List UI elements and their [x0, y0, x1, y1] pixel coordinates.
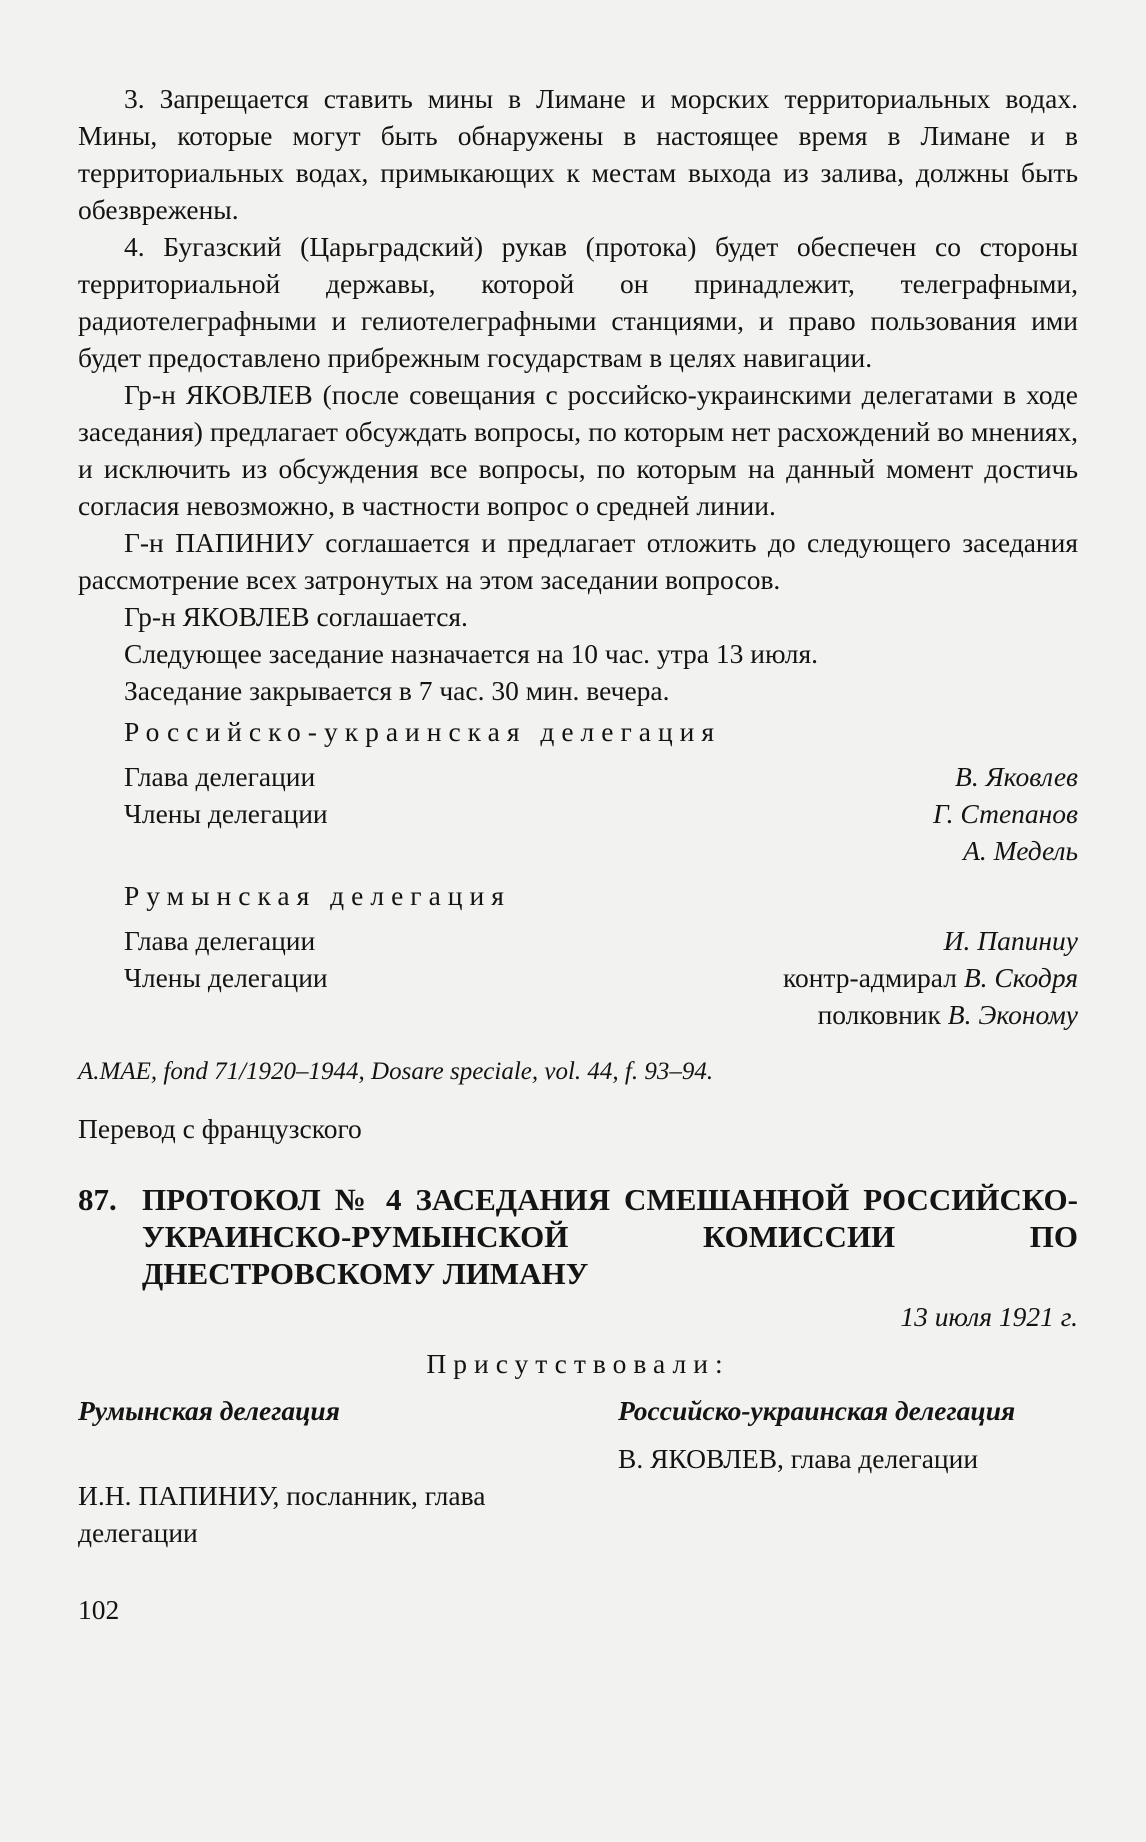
ru-ua-attendees-column	[618, 1392, 1078, 1551]
ro-member-1-name: В. Скодря	[963, 962, 1078, 993]
ru-ua-delegation-title: Российско-украинская делегация	[124, 716, 722, 747]
ru-ua-attendees-title: Российско-украинская делегация	[618, 1395, 1016, 1426]
ru-ua-members-row	[78, 795, 1078, 832]
ro-member-1	[783, 959, 1078, 996]
ru-ua-head-row	[78, 758, 1078, 795]
ro-head-label: Глава делегации	[124, 925, 316, 956]
ro-members-label: Члены делегации	[124, 962, 328, 993]
ru-ua-member-2-row	[78, 832, 1078, 869]
ro-attendees-title: Румынская делегация	[78, 1395, 340, 1426]
ru-ua-head-name: В. Яковлев	[955, 761, 1078, 792]
paragraph-meeting-closed: Заседание закрывается в 7 час. 30 мин. вечера.	[124, 675, 670, 706]
ro-delegation-title: Румынская делегация	[124, 880, 511, 911]
ro-attendee-papiniu: И.Н. ПАПИНИУ, посланник, глава делегации	[78, 1480, 486, 1548]
document-number: 87.	[78, 1182, 117, 1217]
ro-members-row	[78, 959, 1078, 996]
translation-note: Перевод с французского	[78, 1113, 362, 1144]
ro-member-2-row	[78, 996, 1078, 1033]
signatures-block	[78, 713, 1078, 1033]
page-number: 102	[78, 1594, 120, 1625]
paragraph-papiniu-agrees: Г-н ПАПИНИУ соглашается и предлагает отложить до следующего заседания рассмотрение всех затронутых на этом заседании вопросов.	[78, 527, 1078, 595]
ru-ua-members-label: Члены делегации	[124, 798, 328, 829]
attendees-columns	[78, 1392, 1078, 1551]
ro-member-1-rank: контр-адмирал	[783, 962, 964, 993]
ro-head-row	[78, 922, 1078, 959]
paragraph-point-3: 3. Запрещается ставить мины в Лимане и морских территориальных водах. Мины, которые могут быть обнаружены в настоящее время в Лимане и в территориальных водах, примыкающих к местам выхода из залива, должны быть обезврежены.	[78, 83, 1078, 225]
document-title: ПРОТОКОЛ № 4 ЗАСЕДАНИЯ СМЕШАННОЙ РОССИЙСКО-УКРАИНСКО-РУМЫНСКОЙ КОМИССИИ ПО ДНЕСТРОВСКОМУ ЛИМАНУ	[142, 1182, 1078, 1291]
ro-attendees-column	[78, 1392, 528, 1551]
ro-head-name: И. Папиниу	[943, 925, 1078, 956]
ro-member-2	[818, 996, 1078, 1033]
document-page	[78, 80, 1078, 1628]
ru-ua-attendee-yakovlev: В. ЯКОВЛЕВ, глава делегации	[618, 1443, 979, 1474]
paragraph-next-meeting: Следующее заседание назначается на 10 час. утра 13 июля.	[124, 638, 819, 669]
ro-member-2-rank: полковник	[817, 999, 948, 1030]
document-date: 13 июля 1921 г.	[900, 1301, 1078, 1332]
ru-ua-member-2: А. Медель	[963, 835, 1078, 866]
paragraph-yakovlev-agrees: Гр-н ЯКОВЛЕВ соглашается.	[124, 601, 468, 632]
document-87-heading	[78, 1181, 1078, 1292]
paragraph-point-4: 4. Бугазский (Царьградский) рукав (протока) будет обеспечен со стороны территориальной державы, которой он принадлежит, телеграфными, радиотелеграфными и гелиотелеграфными станциями, и право пользования ими будет предоставлено прибрежным государствам в целях навигации.	[78, 231, 1078, 373]
paragraph-yakovlev-proposal: Гр-н ЯКОВЛЕВ (после совещания с российско-украинскими делегатами в ходе заседания) предлагает обсуждать вопросы, по которым нет расхождений во мнениях, и исключить из обсуждения все вопросы, по которым на данный момент достичь согласия невозможно, в частности вопрос о средней линии.	[78, 379, 1078, 521]
archive-source-note: A.MAE, fond 71/1920–1944, Dosare speciale, vol. 44, f. 93–94.	[78, 1058, 714, 1085]
present-label: Присутствовали:	[426, 1348, 730, 1379]
ru-ua-member-1: Г. Степанов	[933, 798, 1078, 829]
ro-member-2-name: В. Эконому	[947, 999, 1078, 1030]
ru-ua-head-label: Глава делегации	[124, 761, 316, 792]
